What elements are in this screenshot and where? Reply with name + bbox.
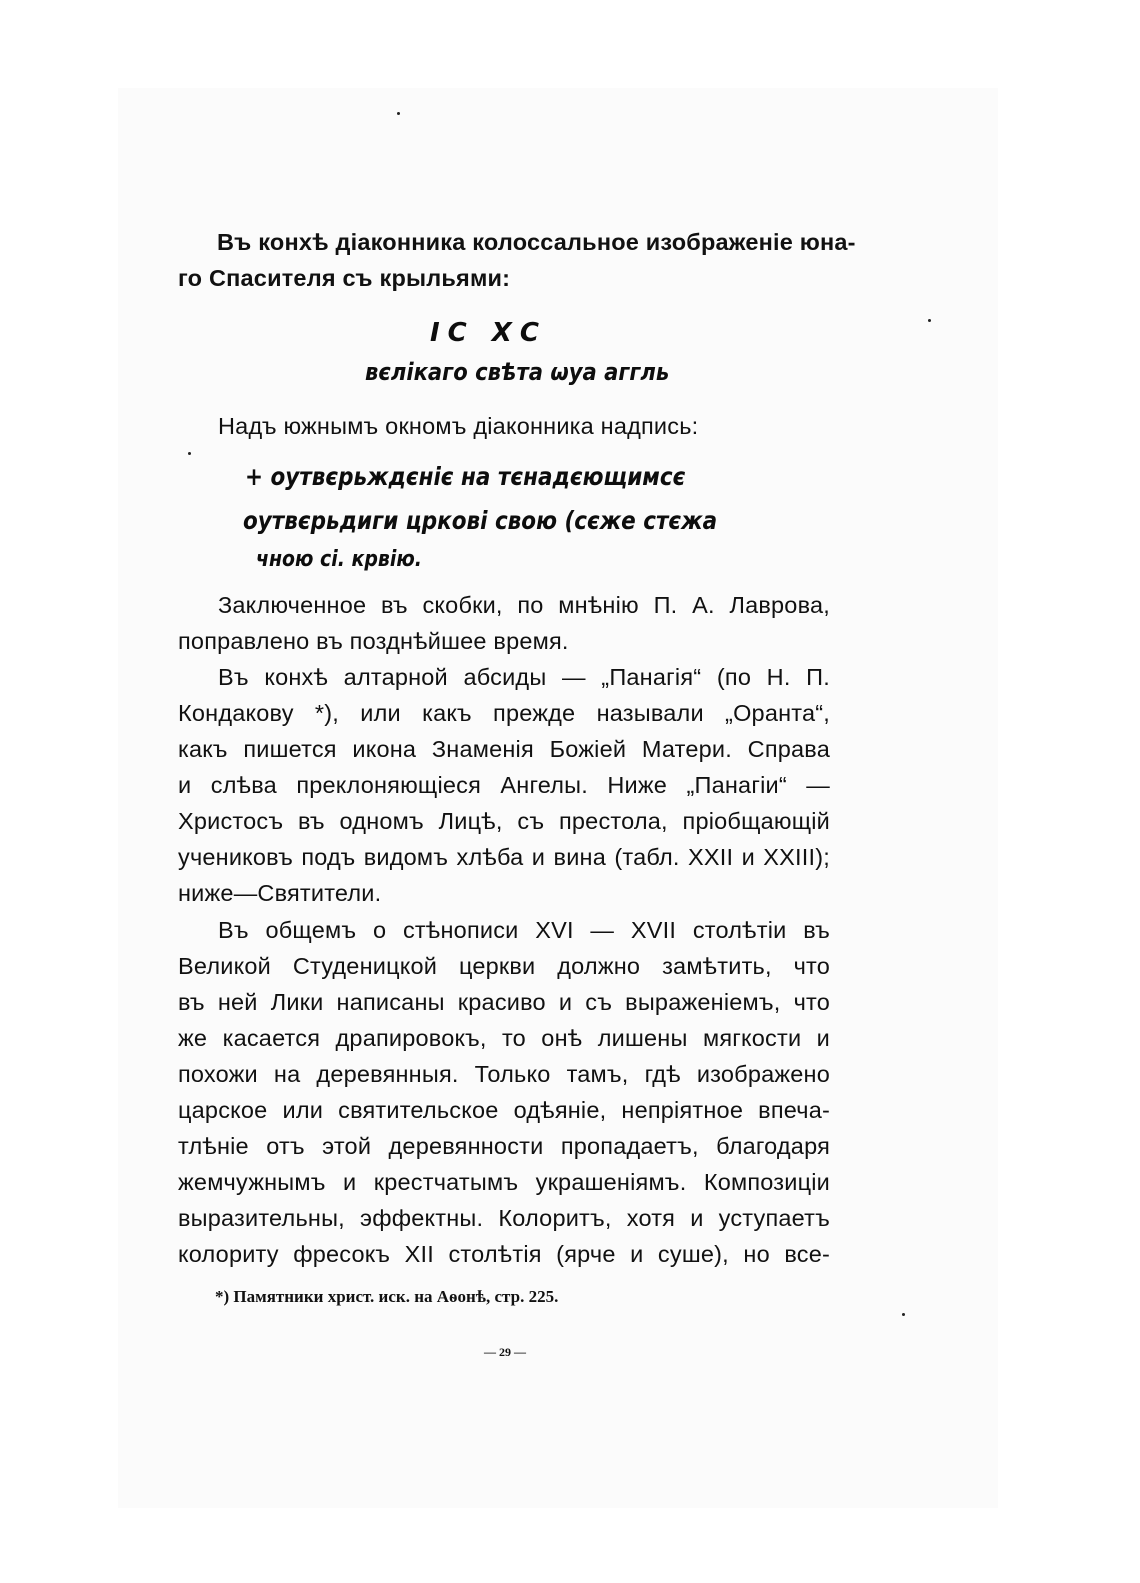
paragraph-2-line: ниже—Святители. <box>178 880 382 906</box>
paragraph-2-line: и слѣва преклоняющіеся Ангелы. Ниже „Панагіи“ — <box>178 772 830 798</box>
paragraph-2-line: Кондакову *), или какъ прежде называли „Оранта“, <box>178 700 830 726</box>
paragraph-3 <box>178 912 830 1272</box>
heading <box>217 224 856 260</box>
paragraph-3-line: похожи на деревянныя. Только тамъ, гдѣ изображено <box>178 1061 830 1087</box>
paragraph-2 <box>178 659 830 911</box>
paragraph-2-line: Христосъ въ одномъ Лицѣ, съ престола, пріобщающій <box>178 808 830 834</box>
heading-line-2: го Спасителя съ крыльями: <box>178 265 511 291</box>
page-number: — 29 — <box>484 1345 526 1359</box>
inscription-2-line-2: оутвєрьдиги цркові свою (сєже стєжа <box>243 506 718 535</box>
paragraph-1-line: поправлено въ позднѣйшее время. <box>178 628 569 654</box>
paragraph-2-line: учениковъ подъ видомъ хлѣба и вина (табл. XXII и XXIII); <box>178 844 830 870</box>
paragraph-1 <box>178 587 830 659</box>
caption-inscription-2 <box>218 408 758 444</box>
caption-2-line: Надъ южнымъ окномъ діаконника надпись: <box>218 413 699 439</box>
paragraph-2-line: Въ конхѣ алтарной абсиды — „Панагія“ (по Н. П. <box>218 664 830 690</box>
heading-continued <box>178 260 578 296</box>
scan-speck <box>902 1313 905 1316</box>
paragraph-3-line: Въ общемъ о стѣнописи XVI — XVII столѣтіи въ <box>218 917 830 943</box>
inscription-2-line-3: чною сі. крвію. <box>256 547 422 572</box>
paragraph-3-line: царское или святительское одѣяніе, непріятное впеча- <box>178 1097 830 1123</box>
paragraph-3-line: же касается драпировокъ, то онѣ лишены мягкости и <box>178 1025 830 1051</box>
paragraph-3-line: выразительны, эффектны. Колоритъ, хотя и уступаетъ <box>178 1205 830 1231</box>
paragraph-3-line: жемчужнымъ и крестчатымъ украшеніямъ. Композиціи <box>178 1169 830 1195</box>
paragraph-3-line: тлѣніе отъ этой деревянности пропадаетъ, благодаря <box>178 1133 830 1159</box>
paragraph-1-line: Заключенное въ скобки, по мнѣнію П. А. Лаврова, <box>218 592 830 618</box>
inscription-1-bottom: вєлікаго свѣта ѡуа аггль <box>365 358 670 386</box>
footnote: *) Памятники христ. иск. на Аѳонѣ, стр. 225. <box>215 1287 559 1306</box>
inscription-2-line-1: + оутвєрьждєніє на тєнадєющимсє <box>245 462 686 491</box>
paragraph-2-line: какъ пишется икона Знаменія Божіей Матери. Справа <box>178 736 830 762</box>
inscription-1-top: ІС ХС <box>430 318 547 348</box>
scan-speck <box>188 452 191 455</box>
scan-speck <box>397 112 400 115</box>
heading-line-1: Въ конхѣ діаконника колоссальное изображеніе юна- <box>217 229 856 255</box>
paragraph-3-line: въ ней Лики написаны красиво и съ выраженіемъ, что <box>178 989 830 1015</box>
scan-speck <box>928 319 931 322</box>
paragraph-3-line: колориту фресокъ XII столѣтія (ярче и суше), но все- <box>178 1241 830 1267</box>
paragraph-3-line: Великой Студеницкой церкви должно замѣтить, что <box>178 953 830 979</box>
